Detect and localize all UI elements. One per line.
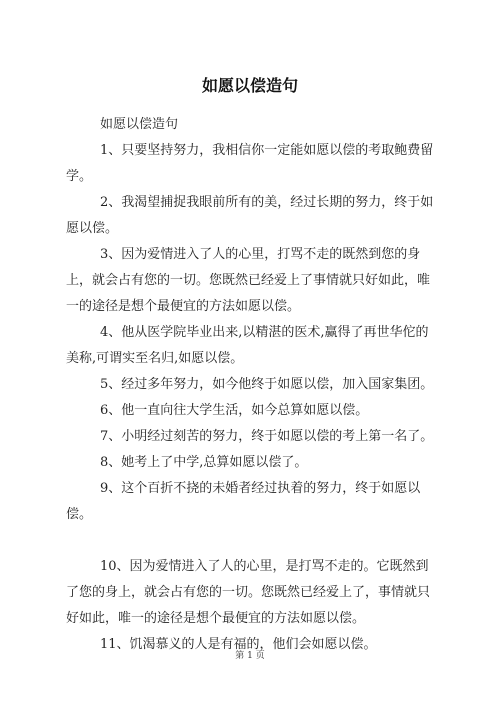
sentence-3: 3、因为爱情进入了人的心里，打骂不走的既然到您的身上，就会占有您的一切。您既然已经爱上了事情就只好如此，唯一的途径是想个最便宜的方法如愿以偿。 <box>66 247 431 314</box>
paragraph-gap <box>66 528 438 554</box>
sentence-6: 6、他一直向往大学生活，如今总算如愿以偿。 <box>100 403 369 418</box>
sentence-10: 10、因为爱情进入了人的心里，是打骂不走的。它既然到了您的身上，就会占有您的一切。您既然已经爱上了，事情就只好如此，唯一的途径是想个最便宜的方法如愿以偿。 <box>66 559 431 626</box>
document-subtitle: 如愿以偿造句 <box>100 117 179 132</box>
sentence-11: 11、饥渴慕义的人是有福的，他们会如愿以偿。 <box>100 637 377 652</box>
page-number: 第 1 页 <box>235 651 265 661</box>
sentence-2: 2、我渴望捕捉我眼前所有的美，经过长期的努力，终于如愿以偿。 <box>66 195 434 236</box>
sentence-5: 5、经过多年努力，如今他终于如愿以偿，加入国家集团。 <box>100 377 434 392</box>
sentence-1: 1、只要坚持努力，我相信你一定能如愿以偿的考取鲍费留学。 <box>66 143 434 184</box>
sentence-9: 9、这个百折不挠的未婚者经过执着的努力，终于如愿以偿。 <box>66 481 421 522</box>
document-title: 如愿以偿造句 <box>201 76 298 95</box>
document-body <box>66 112 438 658</box>
sentence-8: 8、她考上了中学,总算如愿以偿了。 <box>100 455 308 470</box>
sentence-7: 7、小明经过刻苦的努力，终于如愿以偿的考上第一名了。 <box>100 429 434 444</box>
sentence-4: 4、他从医学院毕业出来,以精湛的医术,赢得了再世华佗的美称,可谓实至名归,如愿以偿。 <box>66 325 429 366</box>
